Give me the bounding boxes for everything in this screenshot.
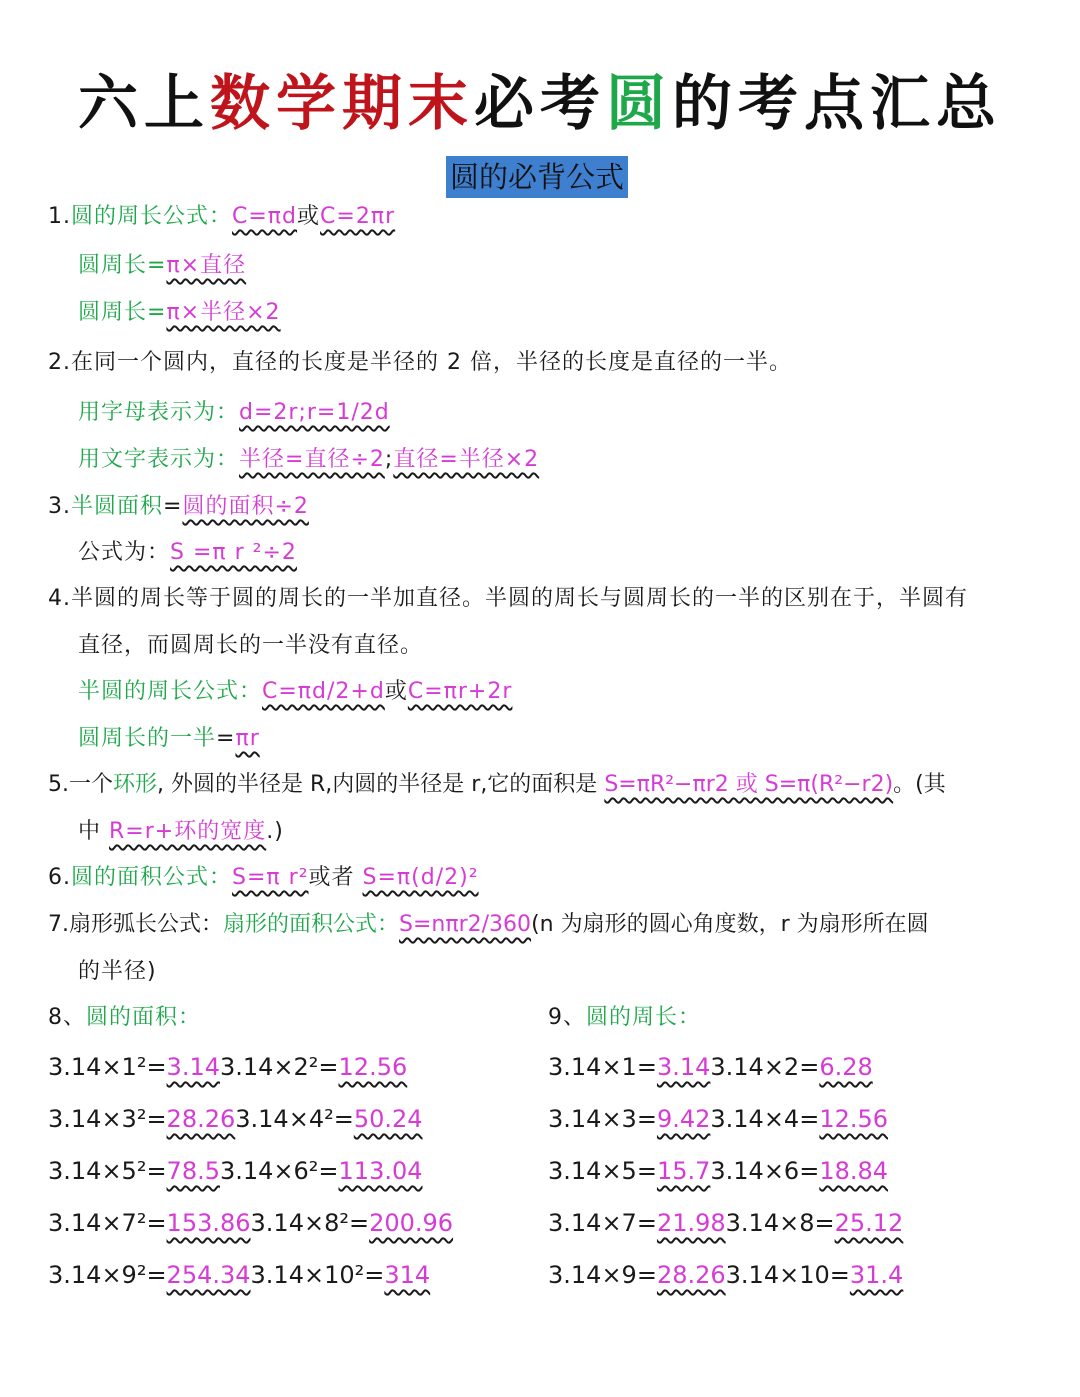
s4-l4-value: πr [235,726,260,751]
s5-l2-pre: 中 [78,819,109,844]
s4-line-1: 4.半圆的周长等于圆的周长的一半加直径。半圆的周长与圆周长的一半的区别在于，半圆有 [48,586,968,611]
s1-num: 1. [48,204,71,229]
area-answer: 314 [384,1261,431,1289]
s2-line-3 [78,443,539,477]
s9-header [548,1001,701,1035]
circumference-expression: 3.14×5= [548,1157,657,1185]
s7-line-1 [48,908,929,942]
circumference-row [548,1258,903,1292]
s4-l3-formula-1: C=πd/2+d [262,679,385,704]
title-part-4: 圆 [606,69,672,139]
page-title [0,62,1080,146]
area-answer: 254.34 [166,1261,251,1289]
title-part-3: 必考 [474,69,606,139]
s2-l2-label: 用字母表示为： [78,400,240,425]
s4-line-3 [78,675,512,709]
s4-l4-eq: = [216,726,236,751]
title-part-1: 六上 [78,69,210,139]
s7-line-2: 的半径) [78,959,157,984]
circumference-expression: 3.14×6= [710,1157,820,1185]
s5-mid: , 外圆的半径是 R,内圆的半径是 r,它的面积是 [157,772,605,797]
s2-l3-value-2: 直径=半径×2 [393,447,540,472]
s8-label: 圆的面积： [86,1005,202,1030]
s7-label: 扇形的面积公式： [223,912,400,937]
area-answer: 12.56 [338,1053,408,1081]
circumference-expression: 3.14×3= [548,1105,657,1133]
circumference-answer: 15.7 [656,1157,711,1185]
s6-or: 或者 [308,865,363,890]
s5-line-1 [48,768,946,802]
s3-l2-value: S =π r ²÷2 [170,540,297,565]
area-row [48,1050,407,1084]
s3-num: 3. [48,494,71,519]
area-answer: 78.5 [166,1157,220,1185]
s2-l2-value: d=2r;r=1/2d [239,400,390,425]
s2-line-2 [78,396,390,430]
area-expression: 3.14×8²= [250,1209,370,1237]
area-expression: 3.14×6²= [219,1157,339,1185]
s2-l3-value-1: 半径=直径÷2 [239,447,385,472]
area-expression: 3.14×7²= [48,1209,167,1237]
area-row [48,1206,453,1240]
s6-label: 圆的面积公式： [71,865,233,890]
s9-label: 圆的周长： [586,1005,702,1030]
s3-line-1 [48,490,309,524]
circumference-expression: 3.14×7= [548,1209,657,1237]
s1-line-3 [78,296,281,330]
s9-num: 9、 [548,1005,586,1030]
area-expression: 3.14×2²= [219,1053,339,1081]
area-answer: 28.26 [166,1105,236,1133]
s1-line-2 [78,249,246,283]
area-answer: 50.24 [353,1105,423,1133]
s5-l2-post: .) [266,819,284,844]
circumference-answer: 9.42 [656,1105,711,1133]
circumference-answer: 3.14 [656,1053,711,1081]
circumference-row [548,1154,888,1188]
circumference-expression: 3.14×2= [710,1053,820,1081]
s6-formula-1: S=π r² [232,865,309,890]
area-answer: 3.14 [166,1053,220,1081]
s1-formula-2: C=2πr [320,204,396,229]
circumference-answer: 31.4 [849,1261,904,1289]
area-expression: 3.14×5²= [48,1157,167,1185]
s2-l3-sep: ; [384,447,394,472]
s5-ring: 环形 [113,772,158,797]
circumference-expression: 3.14×4= [710,1105,820,1133]
s5-formula: S=πR²−πr2 或 S=π(R²−r2) [604,772,894,797]
circumference-expression: 3.14×9= [548,1261,657,1289]
area-answer: 200.96 [369,1209,454,1237]
s4-l3-formula-2: C=πr+2r [407,679,513,704]
s2-line-1: 2.在同一个圆内，直径的长度是半径的 2 倍，半径的长度是直径的一半。 [48,350,792,375]
circumference-answer: 28.26 [656,1261,726,1289]
circumference-row [548,1206,903,1240]
s1-formula-1: C=πd [232,204,298,229]
s6-line-1 [48,861,479,895]
circumference-answer: 6.28 [819,1053,873,1081]
s4-l3-or: 或 [384,679,408,704]
s3-label: 半圆面积 [71,494,164,519]
s7-post: (n 为扇形的圆心角度数，r 为扇形所在圆 [531,912,929,937]
area-row [48,1154,423,1188]
s4-l3-label: 半圆的周长公式： [78,679,263,704]
s1-or: 或 [297,204,321,229]
circumference-expression: 3.14×10= [725,1261,850,1289]
circumference-answer: 18.84 [819,1157,889,1185]
area-answer: 153.86 [166,1209,251,1237]
area-expression: 3.14×10²= [250,1261,385,1289]
area-row [48,1258,430,1292]
s2-l3-label: 用文字表示为： [78,447,240,472]
s3-value: 圆的面积÷2 [182,494,309,519]
circumference-answer: 21.98 [656,1209,726,1237]
area-expression: 3.14×1²= [48,1053,167,1081]
s7-formula: S=nπr2/360 [399,912,532,937]
circumference-expression: 3.14×8= [725,1209,835,1237]
area-expression: 3.14×4²= [235,1105,354,1133]
circumference-answer: 25.12 [834,1209,904,1237]
s5-l2-formula: R=r+环的宽度 [109,819,267,844]
s8-num: 8、 [48,1005,86,1030]
s8-header [48,1001,201,1035]
title-part-2: 数学期末 [210,69,474,139]
circumference-expression: 3.14×1= [548,1053,657,1081]
s4-line-2: 直径，而圆周长的一半没有直径。 [78,633,424,658]
s1-l2-label: 圆周长= [78,253,167,278]
section-heading: 圆的必背公式 [446,156,628,198]
s5-pre: 5.一个 [48,772,113,797]
s6-num: 6. [48,865,71,890]
s1-l2-value: π×直径 [166,253,247,278]
s1-l3-value: π×半径×2 [166,300,281,325]
s4-line-4 [78,722,260,756]
s1-label: 圆的周长公式： [71,204,233,229]
s5-post: 。(其 [893,772,946,797]
s3-l2-label: 公式为： [78,540,171,565]
s5-line-2 [78,815,284,849]
s6-formula-2: S=π(d/2)² [362,865,479,890]
s3-line-2 [78,536,297,570]
s3-eq: = [163,494,183,519]
s4-l4-label: 圆周长的一半 [78,726,217,751]
area-expression: 3.14×9²= [48,1261,167,1289]
area-row [48,1102,423,1136]
s7-num: 7.扇形弧长公式： [48,912,223,937]
area-expression: 3.14×3²= [48,1105,167,1133]
circumference-row [548,1102,888,1136]
area-answer: 113.04 [338,1157,423,1185]
circumference-row [548,1050,873,1084]
circumference-answer: 12.56 [819,1105,889,1133]
s1-l3-label: 圆周长= [78,300,167,325]
s1-line-1 [48,200,395,234]
title-part-5: 的考点汇总 [672,69,1002,139]
